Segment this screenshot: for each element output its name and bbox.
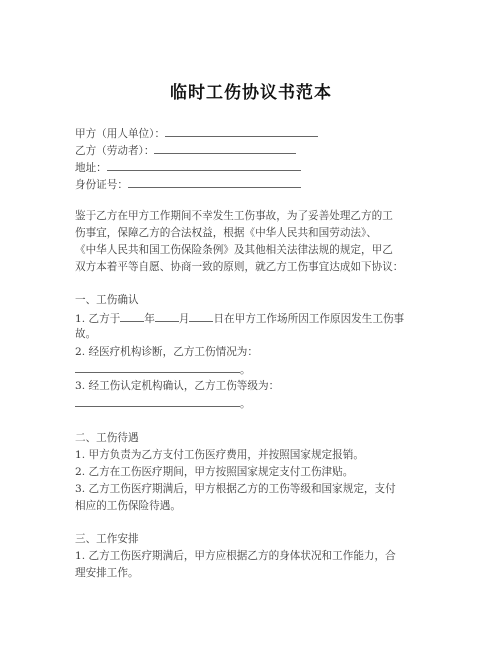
section-2-line-1: 1. 甲方负责为乙方支付工伤医疗费用，并按照国家规定报销。 <box>75 449 364 461</box>
injury-grade-field[interactable] <box>75 396 251 411</box>
section-2-line-2: 2. 乙方在工伤医疗期间，甲方按照国家规定支付工伤津贴。 <box>75 466 354 478</box>
document-title: 临时工伤协议书范本 <box>170 83 332 103</box>
intro-line-4: 双方本着平等自愿、协商一致的原则，就乙方工伤事宜达成如下协议： <box>75 261 404 273</box>
year-label: 年 <box>144 313 155 325</box>
year-blank[interactable] <box>120 311 144 322</box>
section-1-item-1 <box>75 311 404 326</box>
address-blank[interactable] <box>107 160 301 171</box>
id-number-field[interactable] <box>75 177 301 192</box>
month-label: 月 <box>178 313 190 325</box>
section-2-heading: 二、工伤待遇 <box>75 432 139 444</box>
diagnosis-blank[interactable] <box>75 362 240 373</box>
injury-grade-blank[interactable] <box>75 396 240 407</box>
intro-line-3: 《中华人民共和国工伤保险条例》及其他相关法律法规的规定，甲乙 <box>75 244 393 256</box>
party-b-blank[interactable] <box>154 143 296 154</box>
party-a-field[interactable] <box>75 126 318 141</box>
id-number-label: 身份证号： <box>75 179 128 191</box>
day-blank[interactable] <box>189 311 213 322</box>
section-1-item-3: 3. 经工伤认定机构确认，乙方工伤等级为： <box>75 380 280 392</box>
party-a-blank[interactable] <box>165 126 318 137</box>
period: 。 <box>240 364 251 376</box>
month-blank[interactable] <box>155 311 179 322</box>
section-1-heading: 一、工伤确认 <box>75 294 139 306</box>
party-a-label: 甲方（用人单位）： <box>75 128 166 140</box>
section-3-line-2: 理安排工作。 <box>75 567 139 579</box>
item-1-prefix: 1. 乙方于 <box>75 313 121 325</box>
diagnosis-field[interactable] <box>75 362 251 377</box>
party-b-field[interactable] <box>75 143 296 158</box>
section-1-item-2: 2. 经医疗机构诊断，乙方工伤情况为： <box>75 346 258 358</box>
section-2-line-4: 相应的工伤保险待遇。 <box>75 500 181 512</box>
section-3-line-1: 1. 乙方工伤医疗期满后，甲方应根据乙方的身体状况和工作能力，合 <box>75 550 396 562</box>
section-1-item-1-cont: 故。 <box>75 328 97 340</box>
section-3-heading: 三、工作安排 <box>75 533 139 545</box>
day-label: 日在甲方工作场所因工作原因发生工伤事 <box>213 313 405 325</box>
address-label: 地址： <box>75 162 107 174</box>
section-2-line-3: 3. 乙方工伤医疗期满后，甲方根据乙方的工伤等级和国家规定，支付 <box>75 483 396 495</box>
address-field[interactable] <box>75 160 301 175</box>
intro-line-1: 鉴于乙方在甲方工作期间不幸发生工伤事故，为了妥善处理乙方的工 <box>75 210 393 222</box>
period: 。 <box>240 398 251 410</box>
party-b-label: 乙方（劳动者）： <box>75 145 155 157</box>
intro-line-2: 伤事宜，保障乙方的合法权益，根据《中华人民共和国劳动法》、 <box>75 227 377 239</box>
id-number-blank[interactable] <box>128 177 301 188</box>
